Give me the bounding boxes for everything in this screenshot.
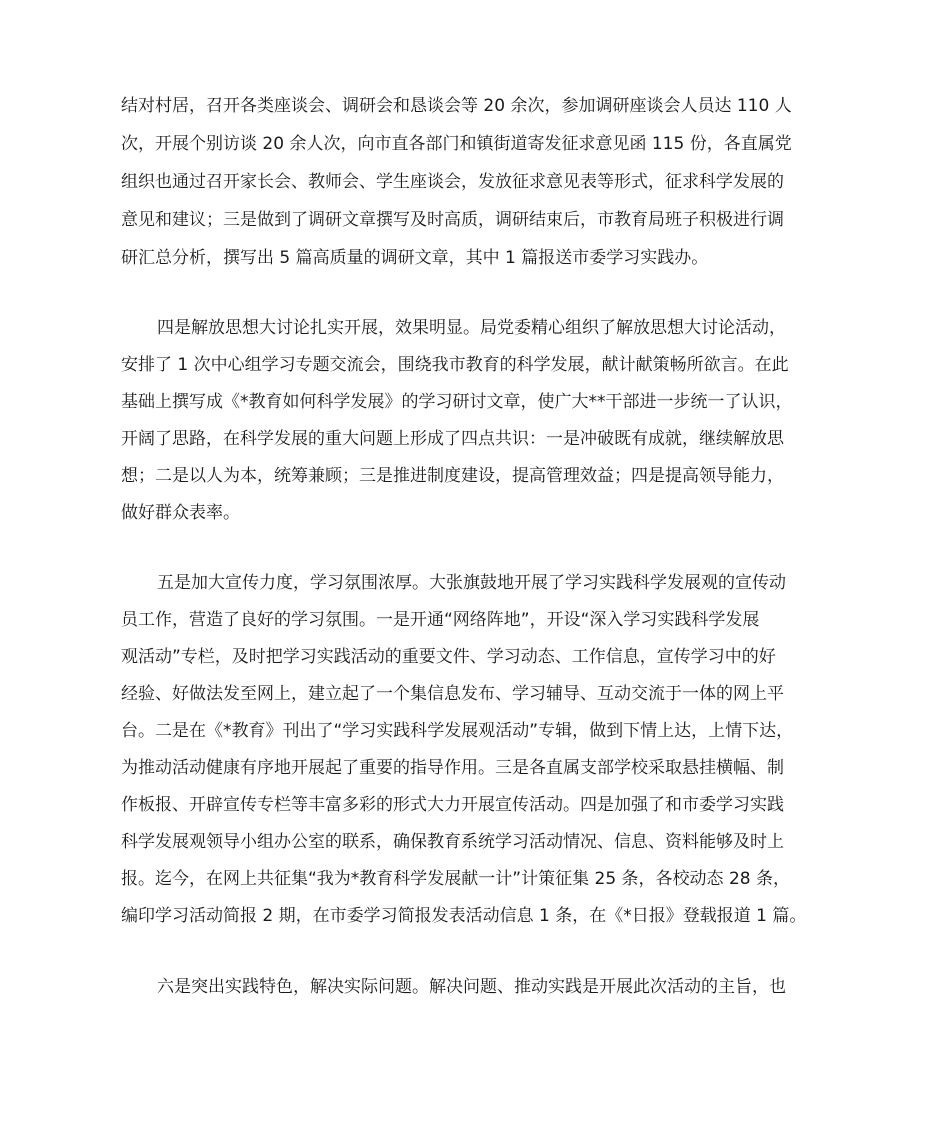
text-line: 观活动”专栏，及时把学习实践活动的重要文件、学习动态、工作信息，宣传学习中的好 xyxy=(121,647,776,667)
text-line: 安排了 1 次中心组学习专题交流会，围绕我市教育的科学发展，献计献策畅所欲言。在此 xyxy=(121,355,789,375)
text-line: 想；二是以人为本，统筹兼顾；三是推进制度建设，提高管理效益；四是提高领导能力， xyxy=(121,466,784,486)
text-line: 次，开展个别访谈 20 余人次，向市直各部门和镇街道寄发征求意见函 115 份，各直属党 xyxy=(121,134,792,154)
text-line: 为推动活动健康有序地开展起了重要的指导作用。三是各直属支部学校采取悬挂横幅、制 xyxy=(121,758,784,778)
text-line: 六是突出实践特色，解决实际问题。解决问题、推动实践是开展此次活动的主旨，也 xyxy=(157,977,786,997)
text-line: 五是加大宣传力度，学习氛围浓厚。大张旗鼓地开展了学习实践科学发展观的宣传动 xyxy=(157,573,786,593)
text-line: 编印学习活动简报 2 期，在市委学习简报发表活动信息 1 条，在《*日报》登载报道 1 篇。 xyxy=(121,906,807,926)
text-line: 科学发展观领导小组办公室的联系，确保教育系统学习活动情况、信息、资料能够及时上 xyxy=(121,832,784,852)
text-line: 组织也通过召开家长会、教师会、学生座谈会，发放征求意见表等形式，征求科学发展的 xyxy=(121,172,784,192)
text-line: 四是解放思想大讨论扎实开展，效果明显。局党委精心组织了解放思想大讨论活动， xyxy=(157,318,786,338)
text-line: 研汇总分析，撰写出 5 篇高质量的调研文章，其中 1 篇报送市委学习实践办。 xyxy=(121,248,709,268)
text-line: 员工作，营造了良好的学习氛围。一是开通“网络阵地”，开设“深入学习实践科学发展 xyxy=(121,610,760,630)
text-line: 基础上撰写成《*教育如何科学发展》的学习研讨文章，使广大**干部进一步统一了认识， xyxy=(121,392,793,412)
text-line: 作板报、开辟宣传专栏等丰富多彩的形式大力开展宣传活动。四是加强了和市委学习实践 xyxy=(121,795,784,815)
text-line: 意见和建议；三是做到了调研文章撰写及时高质，调研结束后，市教育局班子积极进行调 xyxy=(121,210,784,230)
text-line: 经验、好做法发至网上，建立起了一个集信息发布、学习辅导、互动交流于一体的网上平 xyxy=(121,684,784,704)
text-line: 报。迄今，在网上共征集“我为*教育科学发展献一计”计策征集 25 条，各校动态 28 条， xyxy=(121,869,790,889)
text-line: 开阔了思路，在科学发展的重大问题上形成了四点共识：一是冲破既有成就，继续解放思 xyxy=(121,429,784,449)
text-line: 台。二是在《*教育》刊出了“学习实践科学发展观活动”专辑，做到下情上达，上情下达， xyxy=(121,721,794,741)
text-line: 做好群众表率。 xyxy=(121,503,240,523)
text-line: 结对村居，召开各类座谈会、调研会和恳谈会等 20 余次，参加调研座谈会人员达 110 人 xyxy=(121,96,792,116)
